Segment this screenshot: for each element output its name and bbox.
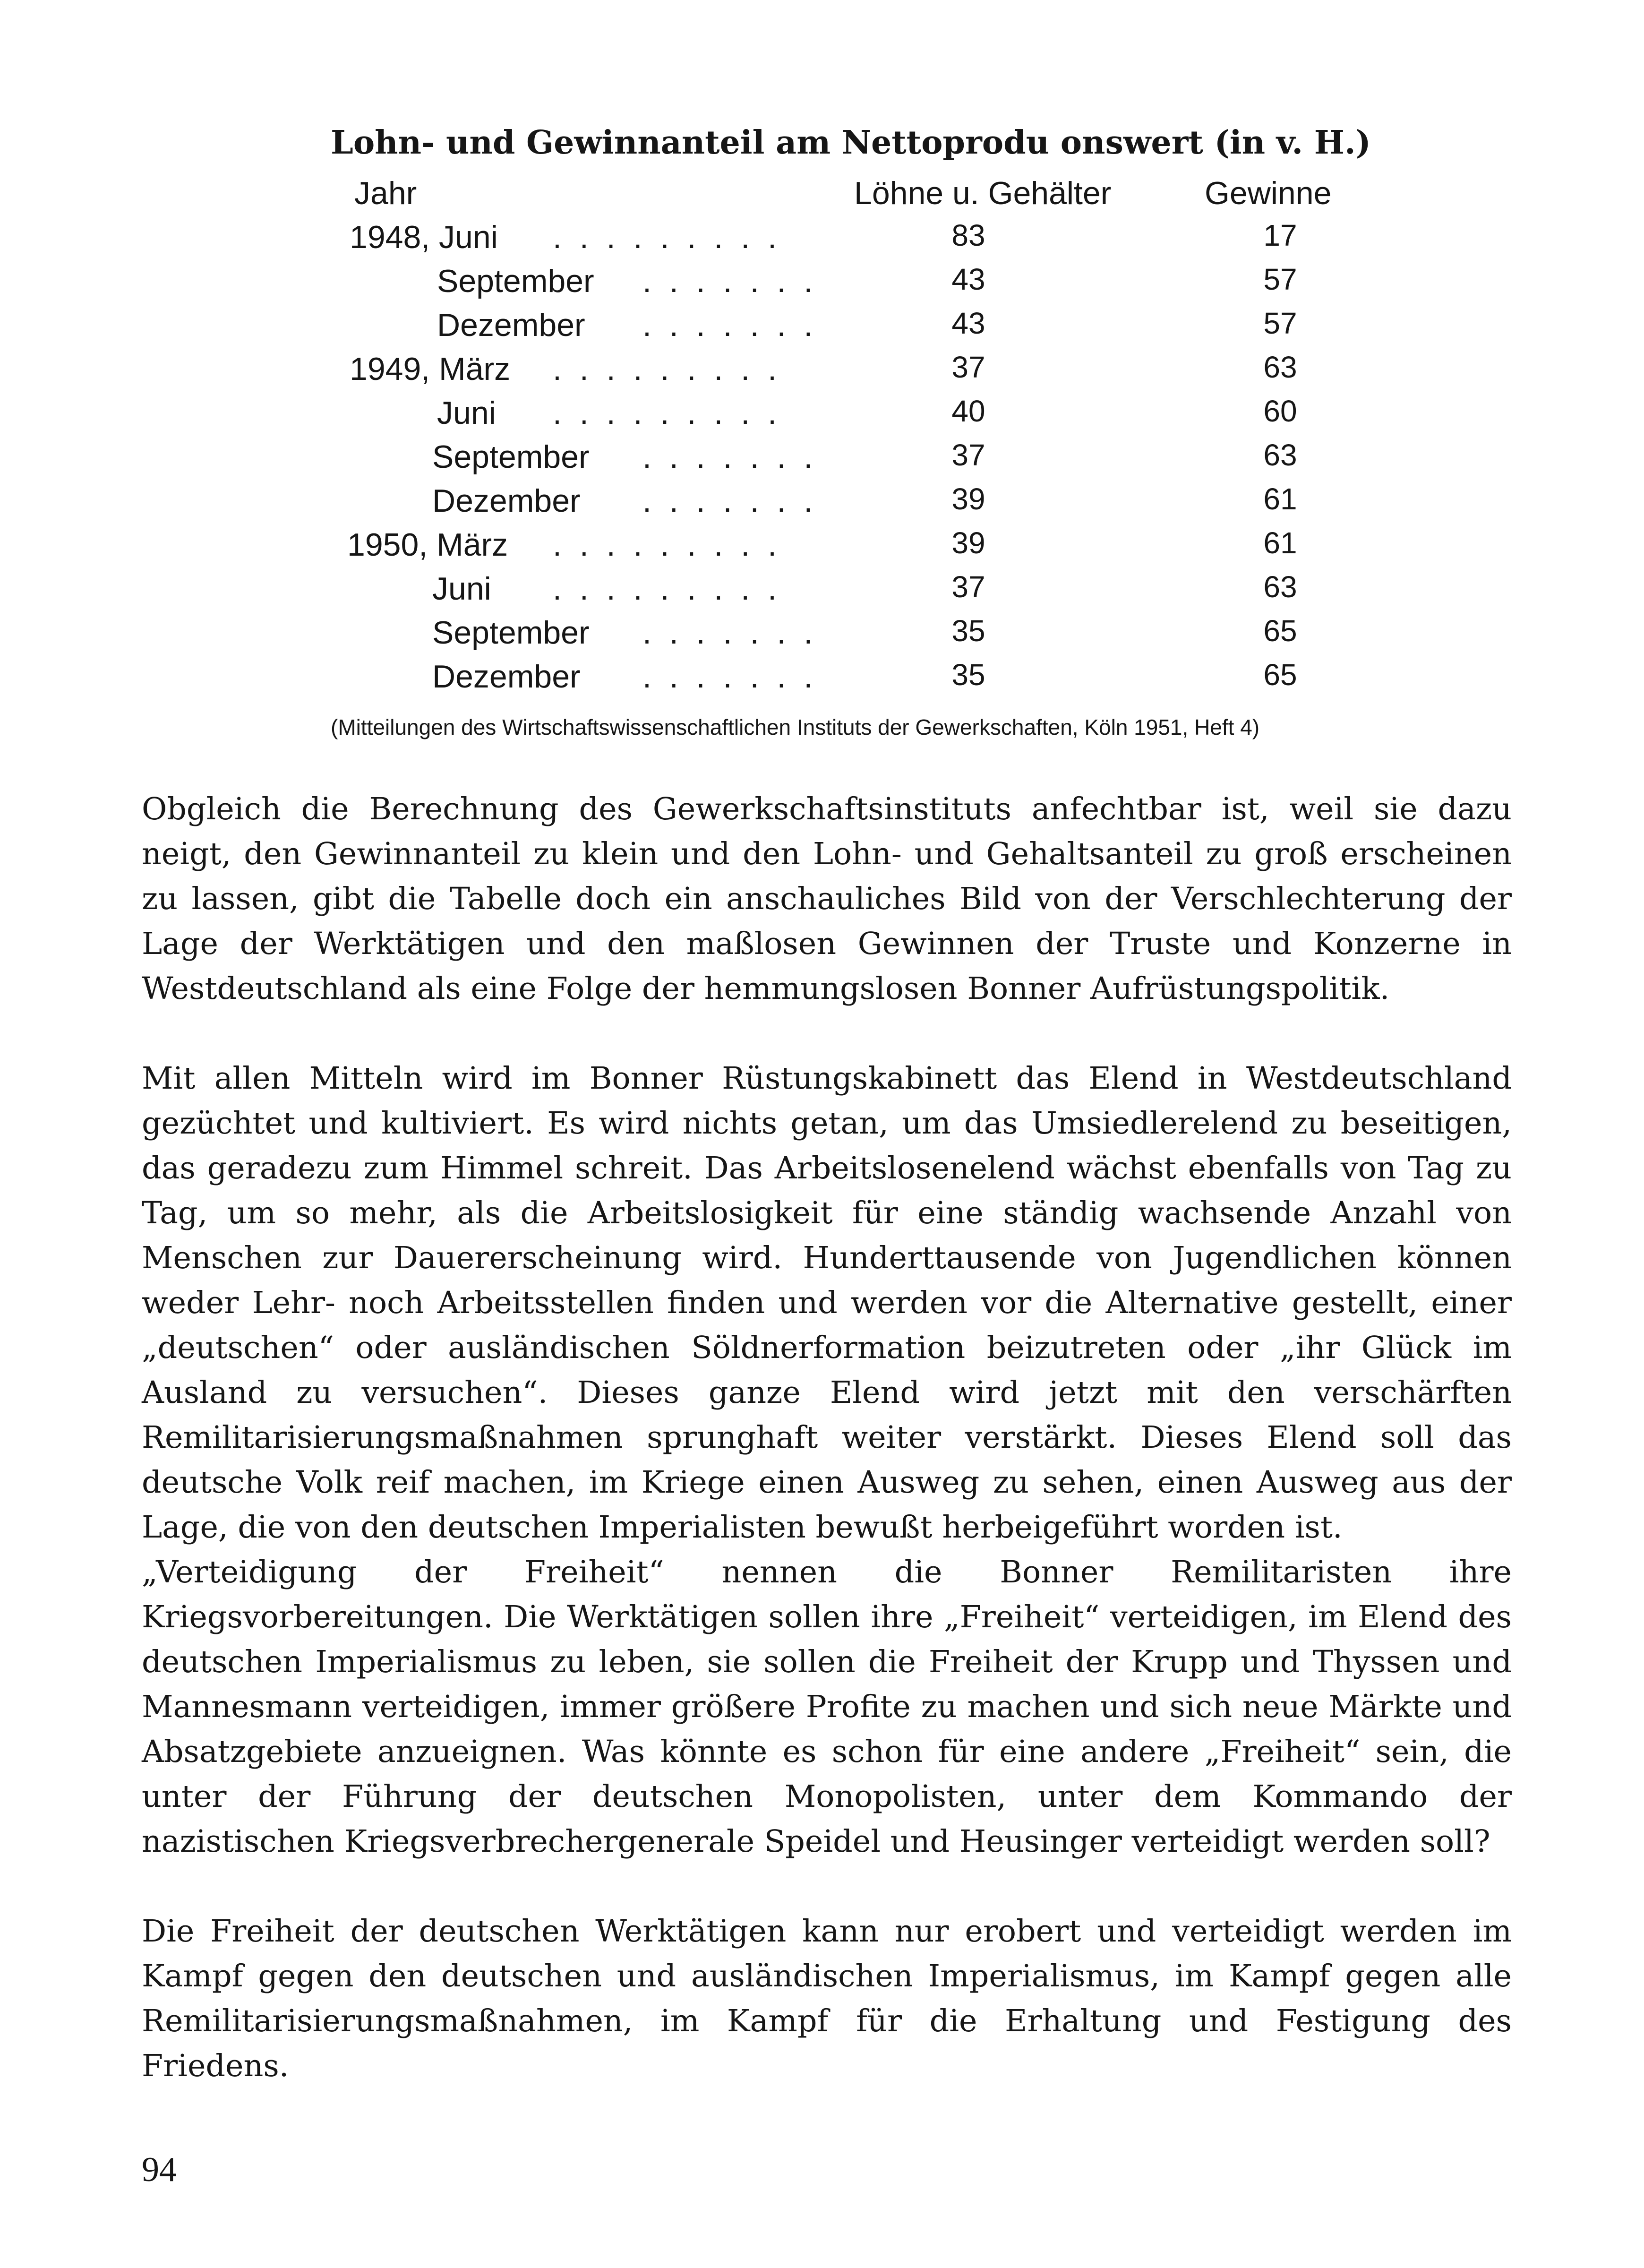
table-cell-profits: 17 — [1263, 218, 1297, 252]
table-cell-profits: 63 — [1263, 570, 1297, 604]
table-cell-profits: 57 — [1263, 306, 1297, 340]
table-row-label: Dezember — [437, 307, 585, 343]
table-cell-wages: 37 — [951, 570, 985, 604]
table-row-label: 1950, März — [347, 527, 508, 563]
dot-leader: ......... — [553, 571, 795, 607]
table-cell-profits: 65 — [1263, 614, 1297, 648]
table-cell-wages: 35 — [951, 658, 985, 692]
dot-leader: ......... — [553, 351, 795, 387]
table-row-label: September — [437, 263, 594, 299]
table-cell-wages: 39 — [951, 526, 985, 560]
body-paragraph: Obgleich die Berechnung des Gewerkschaftsinstituts anfechtbar ist, weil sie dazu neigt, den Gewinnanteil zu klein und den Lohn- und Gehaltsanteil zu groß erscheinen zu lassen, gibt die Tabelle doch ein anschauliches Bild von der Verschlechterung der Lage der Werktätigen und den maßlosen Gewinnen der Truste und Konzerne in Westdeutschland als eine Folge der hemmungslosen Bonner Aufrüstungspolitik. — [142, 791, 1512, 1006]
column-header-profits: Gewinne — [1205, 175, 1332, 211]
table-row-label: Dezember — [432, 659, 581, 695]
table-row-label: September — [432, 615, 590, 651]
dot-leader: ....... — [642, 263, 831, 299]
table-cell-wages: 83 — [951, 218, 985, 252]
body-paragraph: Die Freiheit der deutschen Werktätigen kann nur erobert und verteidigt werden im Kampf gegen den deutschen und ausländischen Imperialismus, im Kampf gegen alle Remilitarisierungsmaßnahmen, im Kampf für die Erhaltung und Festigung des Friedens. — [142, 1914, 1512, 2084]
table-cell-wages: 39 — [951, 482, 985, 516]
table-row-label: September — [432, 439, 590, 475]
table-cell-wages: 35 — [951, 614, 985, 648]
table-cell-profits: 61 — [1263, 482, 1297, 516]
dot-leader: ......... — [553, 219, 795, 255]
body-paragraph: Mit allen Mitteln wird im Bonner Rüstungskabinett das Elend in Westdeutschland gezüchtet und kultiviert. Es wird nichts getan, um das Umsiedlerelend zu beseitigen, das geradezu zum Himmel schreit. Das Arbeitslosenelend wächst ebenfalls von Tag zu Tag, um so mehr, als die Arbeitslosigkeit für eine ständig wachsende Anzahl von Menschen zur Dauererscheinung wird. Hunderttausende von Jugendlichen können weder Lehr- noch Arbeitsstellen finden und werden vor die Alternative gestellt, einer „deutschen“ oder ausländischen Söldnerformation beizutreten oder „ihr Glück im Ausland zu versuchen“. Dieses ganze Elend wird jetzt mit den verschärften Remilitarisierungsmaßnahmen sprunghaft weiter verstärkt. Dieses Elend soll das deutsche Volk reif machen, im Kriege einen Ausweg zu sehen, einen Ausweg aus der Lage, die von den deutschen Imperialisten bewußt herbeigeführt worden ist. — [142, 1061, 1512, 1545]
table-cell-profits: 57 — [1263, 262, 1297, 296]
table-cell-profits: 65 — [1263, 658, 1297, 692]
table-row-label: Juni — [432, 571, 491, 607]
body-paragraph: „Verteidigung der Freiheit“ nennen die Bonner Remilitaristen ihre Kriegsvorbereitungen. Die Werktätigen sollen ihre „Freiheit“ verteidigen, im Elend des deutschen Imperialismus zu leben, sie sollen die Freiheit der Krupp und Thyssen und Mannesmann verteidigen, immer größere Profite zu machen und sich neue Märkte und Absatzgebiete anzueignen. Was könnte es schon für eine andere „Freiheit“ sein, die unter der Führung der deutschen Monopolisten, unter dem Kommando der nazistischen Kriegsverbrechergenerale Speidel und Heusinger verteidigt werden soll? — [142, 1555, 1512, 1859]
column-header-year: Jahr — [354, 175, 417, 211]
table-cell-wages: 37 — [951, 350, 985, 384]
dot-leader: ....... — [642, 307, 831, 343]
table-cell-wages: 40 — [951, 394, 985, 428]
dot-leader: ......... — [553, 527, 795, 563]
table-row-label: 1948, Juni — [350, 219, 498, 255]
page-number: 94 — [142, 2150, 177, 2189]
dot-leader: ....... — [642, 483, 831, 519]
dot-leader: ....... — [642, 659, 831, 695]
table-cell-profits: 60 — [1263, 394, 1297, 428]
table-row-label: Juni — [437, 395, 496, 431]
dot-leader: ......... — [553, 395, 795, 431]
dot-leader: ....... — [642, 615, 831, 651]
column-header-wages: Löhne u. Gehälter — [854, 175, 1112, 211]
table-cell-profits: 63 — [1263, 438, 1297, 472]
table-row-label: Dezember — [432, 483, 581, 519]
table-cell-profits: 63 — [1263, 350, 1297, 384]
table-cell-wages: 37 — [951, 438, 985, 472]
table-cell-profits: 61 — [1263, 526, 1297, 560]
table-source-note: (Mitteilungen des Wirtschaftswissenschaftlichen Instituts der Gewerkschaften, Köln 1951, Heft 4) — [331, 715, 1260, 739]
table-row-label: 1949, März — [350, 351, 511, 387]
dot-leader: ....... — [642, 439, 831, 475]
table-cell-wages: 43 — [951, 262, 985, 296]
table-cell-wages: 43 — [951, 306, 985, 340]
table-title: Lohn- und Gewinnanteil am Nettoprodu onswert (in v. H.) — [331, 124, 1371, 162]
